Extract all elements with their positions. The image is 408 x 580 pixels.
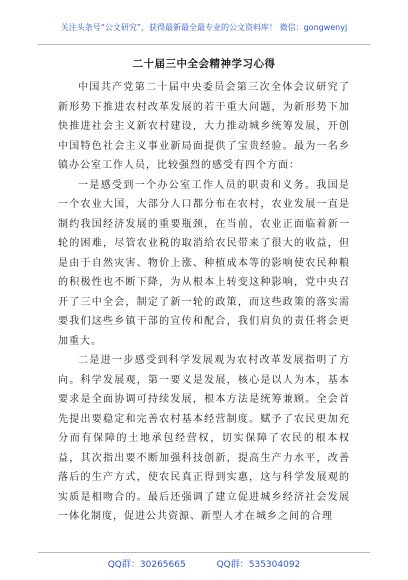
footer-qq-group-1: QQ群：30265665 [107, 560, 186, 570]
document-body [58, 78, 350, 527]
footer-qq-group-2: QQ群：535304092 [216, 560, 301, 570]
footer [0, 557, 408, 570]
header-divider [38, 44, 370, 45]
header-banner: 关注头条号“公文研究”，获得最新最全最专业的公文资料库！ 微信：gongwenyj [60, 23, 348, 32]
footer-divider [38, 552, 370, 553]
paragraph-intro: 中国共产党第二十届中央委员会第三次全体会议研究了新形势下推进农村改革发展的若干重大问题，为新形势下加快推进社会主义新农村建设，大力推动城乡统筹发展，开创中国特色社会主义事业新局面提供了宝贵经验。最为一名乡镇办公室工作人员，比较强烈的感受有四个方面： [58, 82, 350, 171]
paragraph-point-one: 一是感受到一个办公室工作人员的职责和义务。我国是一个农业大国，大部分人口都分布在农村，农业发展一直是制约我国经济发展的重要瓶颈，在当前，农业正面临着新一轮的困难，尽管农业税的取消给农民带来了很大的收益，但是由于自然灾害、物价上涨、种植成本等的影响使农民种粮的积极性也不断下降，为从根本上转变这种影响，党中央召开了三中全会，制定了新一轮的政策，而这些政策的落实需要我们这些乡镇干部的宣传和配合，我们肩负的责任将会更加重大。 [58, 179, 350, 347]
document-title: 二十届三中全会精神学习心得 [132, 58, 276, 70]
paragraph-point-two: 二是进一步感受到科学发展观为农村改革发展指明了方向。科学发展观，第一要义是发展，核心是以人为本，基本要求是全面协调可持续发展，根本方法是统筹兼顾。全会首先提出要稳定和完善农村基本经营制度。赋予了农民更加充分而有保障的土地承包经营权，切实保障了农民的根本权益，其次指出要不断加强科技创新，提高生产力水平，改善落后的生产方式，使农民真正得到实惠，这与科学发展观的实质是相吻合的。最后还强调了建立促进城乡经济社会发展一体化制度，促进公共资源、新型人才在城乡之间的合理 [58, 355, 350, 522]
